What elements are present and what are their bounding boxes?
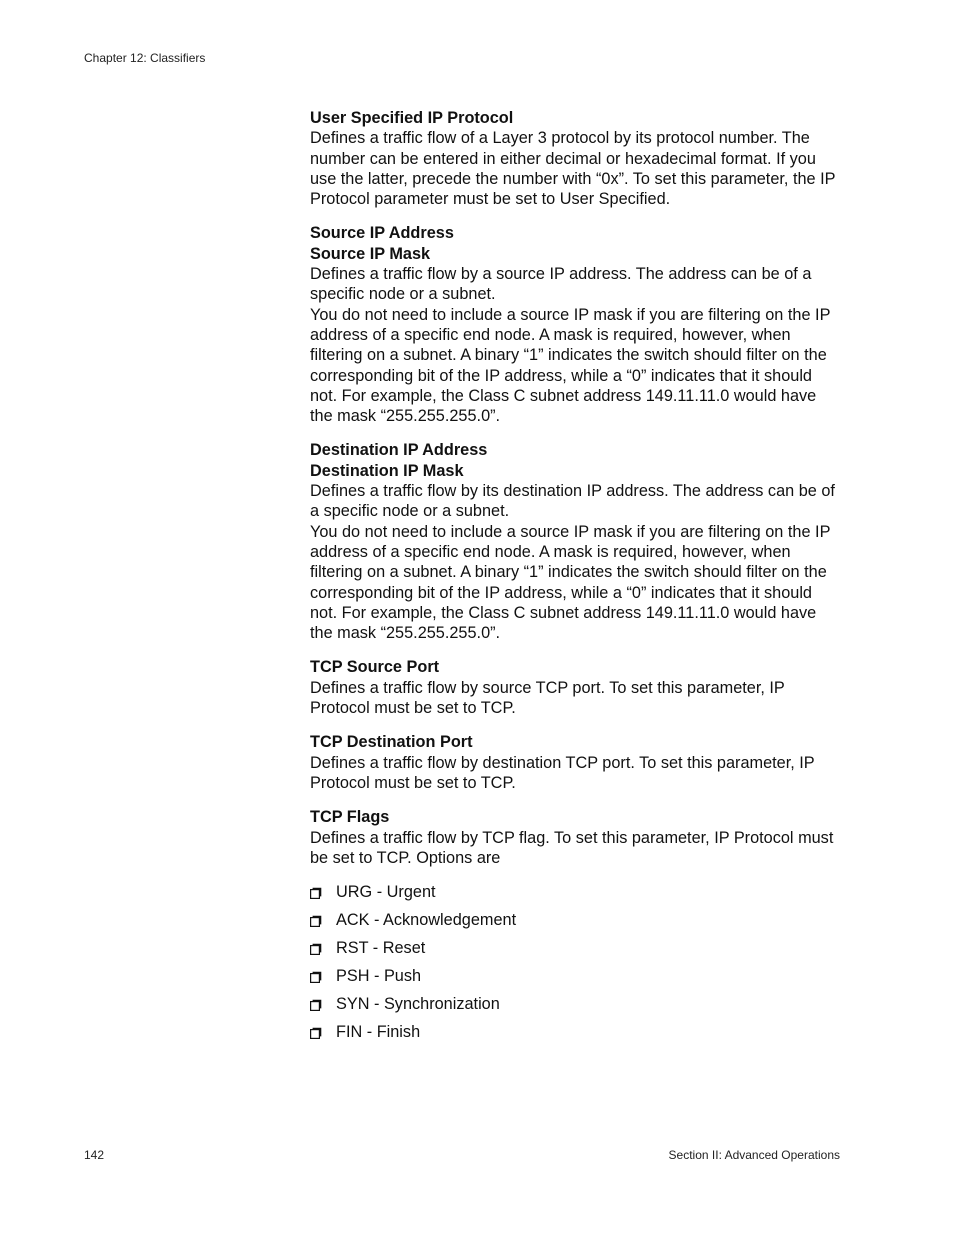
list-item-label: URG - Urgent [336, 883, 436, 902]
checkbox-bullet-icon [310, 1027, 322, 1039]
section-tcp-source-port [310, 657, 840, 718]
paragraph-source-ip-mask-details: You do not need to include a source IP mask if you are filtering on the IP address of a specific end node. A mask is required, however, when filtering on a subnet. A binary “1” indicates the switch should filter on the corresponding bit of the IP address, while a “0” indicates that it should not. For example, the Class C subnet address 149.11.11.0 would have the mask “255.255.255.0”. [310, 305, 831, 426]
list-item-label: PSH - Push [336, 967, 422, 986]
list-item [310, 966, 840, 994]
paragraph-source-ip-definition: Defines a traffic flow by a source IP address. The address can be of a specific node or a subnet. [310, 265, 812, 304]
heading-tcp-source-port: TCP Source Port [310, 658, 440, 677]
paragraph-user-specified-ip-protocol: Defines a traffic flow of a Layer 3 protocol by its protocol number. The number can be entered in either decimal or hexadecimal format. If you use the latter, precede the number with “0x”. To set this parameter, the IP Protocol parameter must be set to User Specified. [310, 129, 836, 209]
page-number: 142 [84, 1148, 105, 1162]
heading-source-ip-mask: Source IP Mask [310, 244, 431, 263]
list-item [310, 882, 840, 910]
heading-destination-ip-mask: Destination IP Mask [310, 461, 464, 480]
paragraph-destination-ip-mask-details: You do not need to include a source IP mask if you are filtering on the IP address of a specific end node. A mask is required, however, when filtering on a subnet. A binary “1” indicates the switch should filter on the corresponding bit of the IP address, while a “0” indicates that it should not. For example, the Class C subnet address 149.11.11.0 would have the mask “255.255.255.0”. [310, 522, 831, 643]
list-item-label: SYN - Synchronization [336, 995, 500, 1014]
list-item [310, 1022, 840, 1050]
heading-user-specified-ip-protocol: User Specified IP Protocol [310, 109, 514, 127]
paragraph-tcp-destination-port: Defines a traffic flow by destination TCP port. To set this parameter, IP Protocol must be set to TCP. [310, 753, 815, 792]
section-source-ip [310, 223, 840, 426]
running-footer-section: Section II: Advanced Operations [668, 1148, 840, 1162]
section-user-specified-ip-protocol [310, 108, 840, 209]
checkbox-bullet-icon [310, 915, 322, 927]
checkbox-bullet-icon [310, 971, 322, 983]
heading-tcp-flags: TCP Flags [310, 808, 390, 827]
list-item [310, 910, 840, 938]
section-tcp-destination-port [310, 732, 840, 793]
section-destination-ip [310, 440, 840, 643]
checkbox-bullet-icon [310, 943, 322, 955]
heading-source-ip-address: Source IP Address [310, 224, 454, 243]
heading-destination-ip-address: Destination IP Address [310, 441, 488, 460]
checkbox-bullet-icon [310, 887, 322, 899]
section-tcp-flags [310, 807, 840, 1050]
page-content [310, 108, 840, 1050]
list-item [310, 938, 840, 966]
paragraph-tcp-source-port: Defines a traffic flow by source TCP port. To set this parameter, IP Protocol must be set to TCP. [310, 678, 785, 718]
list-item [310, 994, 840, 1022]
checkbox-bullet-icon [310, 999, 322, 1011]
paragraph-destination-ip-definition: Defines a traffic flow by its destination IP address. The address can be of a specific node or a subnet. [310, 482, 835, 521]
heading-tcp-destination-port: TCP Destination Port [310, 733, 473, 752]
paragraph-tcp-flags: Defines a traffic flow by TCP flag. To set this parameter, IP Protocol must be set to TCP. Options are [310, 828, 834, 867]
running-header: Chapter 12: Classifiers [84, 51, 206, 65]
list-item-label: FIN - Finish [336, 1023, 421, 1042]
list-item-label: ACK - Acknowledgement [336, 911, 517, 930]
list-item-label: RST - Reset [336, 939, 426, 958]
tcp-flag-options-list [310, 882, 840, 1050]
